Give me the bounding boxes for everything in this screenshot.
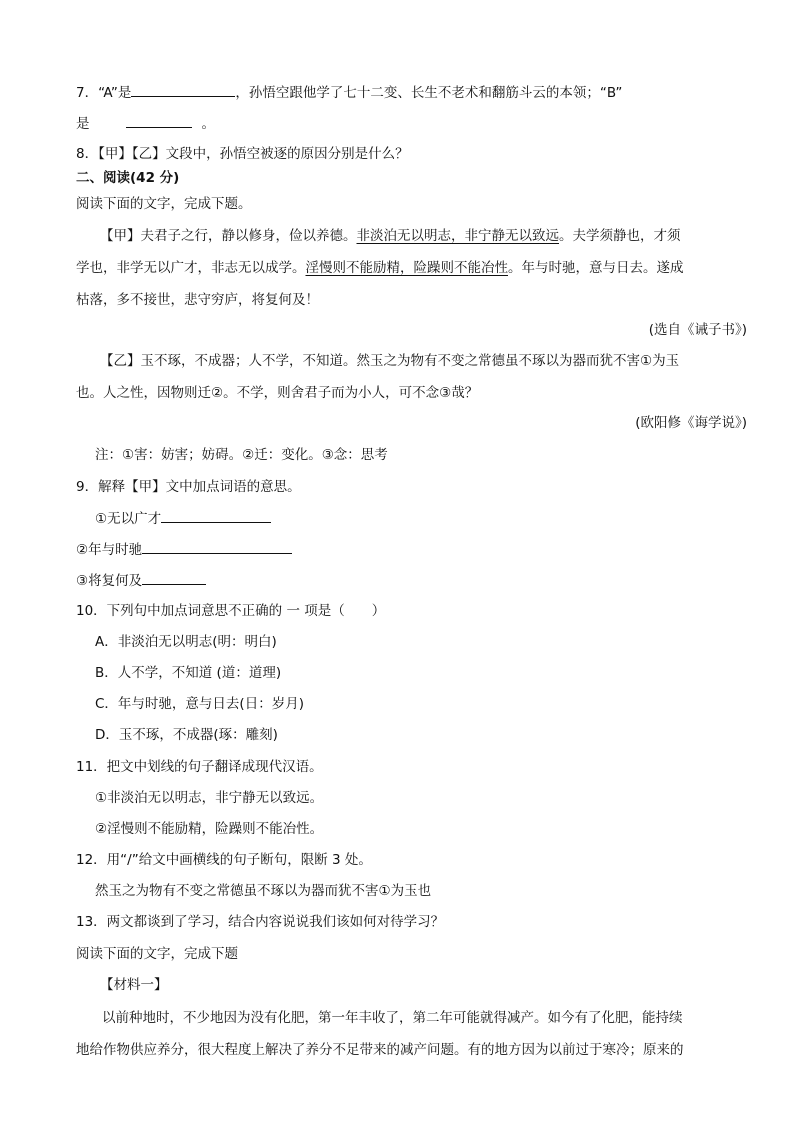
passage-jia-line-2 — [76, 258, 684, 278]
jia-text: 。夫学须静也，才须 — [559, 228, 681, 244]
q10-option-a[interactable]: A．非淡泊无以明志(明：明白) — [95, 634, 277, 650]
q11-sentence-2: ②淫慢则不能励精，险躁则不能冶性。 — [95, 821, 324, 837]
q9-blank-3[interactable] — [142, 570, 206, 585]
q11-sentence-1: ①非淡泊无以明志，非宁静无以致远。 — [95, 790, 324, 806]
q7-part1: 7．“A”是 — [76, 85, 132, 101]
passage-yi-line-1: 【乙】玉不琢，不成器；人不学，不知道。然玉之为物有不变之常德虽不琢以为器而犹不害①为玉 — [100, 353, 680, 369]
question-8: 8．【甲】【乙】文段中，孙悟空被逐的原因分别是什么？ — [76, 146, 409, 162]
question-12: 12．用“/”给文中画横线的句子断句，限断 3 处。 — [76, 852, 372, 868]
section-2-instruction: 阅读下面的文字，完成下题。 — [76, 196, 252, 212]
q7-blank-a[interactable] — [131, 82, 235, 97]
q12-sentence: 然玉之为物有不变之常德虽不琢以为器而犹不害①为玉也 — [95, 883, 432, 899]
q9-blank-2[interactable] — [142, 539, 292, 554]
material-1-paragraph-line-1: 以前种地时，不少地因为没有化肥，第一年丰收了，第二年可能就得减产。如今有了化肥，能持续 — [102, 1010, 683, 1026]
q9-item-2 — [76, 539, 292, 560]
q9-item-1-label: ①无以广才 — [95, 511, 162, 527]
jia-underlined-sentence-2: 淫慢则不能励精，险躁则不能冶性 — [305, 260, 508, 276]
question-13: 13．两文都谈到了学习，结合内容说说我们该如何对待学习？ — [76, 914, 445, 930]
jia-underlined-sentence-1: 非淡泊无以明志，非宁静无以致远 — [356, 228, 559, 244]
q7-part3: 是 — [76, 116, 90, 132]
passage-jia-source: (选自《诫子书》) — [648, 322, 747, 338]
q9-blank-1[interactable] — [161, 508, 271, 523]
passage-yi-line-2: 也。人之性，因物则迁②。不学，则舍君子而为小人，可不念③哉？ — [76, 385, 479, 401]
question-10: 10．下列句中加点词意思不正确的 一 项是（ ） — [76, 603, 386, 619]
q9-item-1 — [95, 508, 271, 529]
passage-yi-source: (欧阳修《诲学说》) — [635, 415, 747, 431]
question-11: 11．把文中划线的句子翻译成现代汉语。 — [76, 759, 323, 775]
q10-option-b[interactable]: B．人不学，不知道 (道：道理) — [95, 665, 282, 681]
material-1-paragraph-line-2: 地给作物供应养分，很大程度上解决了养分不足带来的减产问题。有的地方因为以前过于寒冷；原来的 — [76, 1042, 684, 1058]
question-7-line-2 — [76, 113, 215, 134]
part-3-instruction: 阅读下面的文字，完成下题 — [76, 946, 238, 962]
q10-option-c[interactable]: C．年与时驰，意与日去(日：岁月) — [95, 696, 304, 712]
q9-item-3 — [76, 570, 206, 591]
q9-item-3-label: ③将复何及 — [76, 573, 143, 589]
material-1-label: 【材料一】 — [100, 977, 168, 993]
jia-text: 【甲】夫君子之行，静以修身，俭以养德。 — [100, 228, 357, 244]
annotation-notes: 注：①害：妨害；妨碍。②迁：变化。③念：思考 — [95, 447, 388, 463]
q7-part2: ，孙悟空跟他学了七十二变、长生不老术和翻筋斗云的本领；“B” — [235, 85, 623, 101]
passage-jia-line-3: 枯落，多不接世，悲守穷庐，将复何及！ — [76, 292, 319, 308]
section-2-heading: 二、阅读(42 分) — [76, 170, 180, 186]
passage-jia-line-1 — [100, 226, 681, 246]
question-7-line-1 — [76, 82, 622, 103]
question-9: 9．解释【甲】文中加点词语的意思。 — [76, 479, 301, 495]
jia-text: 。年与时驰，意与日去。遂成 — [508, 260, 684, 276]
q7-blank-b[interactable] — [126, 113, 192, 128]
q10-option-d[interactable]: D．玉不琢，不成器(琢：雕刻) — [95, 727, 278, 743]
q9-item-2-label: ②年与时驰 — [76, 542, 143, 558]
jia-text: 学也，非学无以广才，非志无以成学。 — [76, 260, 306, 276]
q7-part4: 。 — [201, 116, 215, 132]
